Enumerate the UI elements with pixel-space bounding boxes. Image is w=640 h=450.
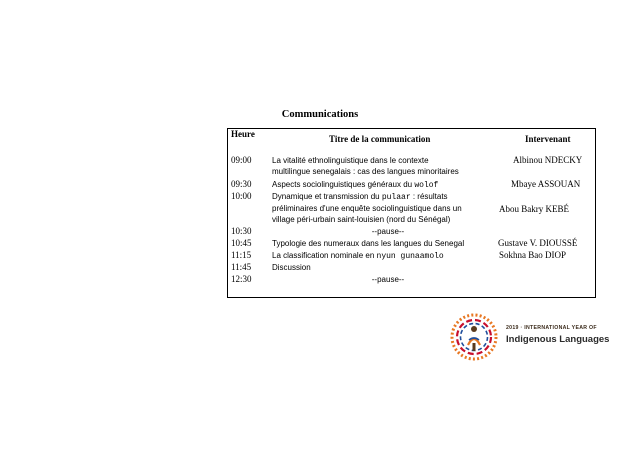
iyil-emblem-icon <box>450 313 498 361</box>
column-header-title: Titre de la communication <box>329 134 431 144</box>
title-line: Typologie des numeraux dans les langues du Senegal <box>272 239 465 248</box>
title-line <box>272 179 504 191</box>
row-time: 10:00 <box>231 191 252 201</box>
title-line: Discussion <box>272 263 311 272</box>
row-time: 09:00 <box>231 155 252 165</box>
column-header-time: Heure <box>231 129 255 139</box>
pause-label: --pause-- <box>371 275 405 284</box>
title-text: Aspects sociolinguistiques généraux du <box>272 180 415 189</box>
row-speaker: Sokhna Bao DIOP <box>499 250 566 260</box>
logo-top-line: 2019 · INTERNATIONAL YEAR OF <box>506 325 597 331</box>
title-line <box>272 250 504 262</box>
row-time: 10:45 <box>231 238 252 248</box>
row-speaker: Gustave V. DIOUSSÉ <box>498 238 578 248</box>
pause-label: --pause-- <box>371 227 405 236</box>
row-title <box>272 238 504 249</box>
row-speaker: Abou Bakry KEBÉ <box>499 204 569 214</box>
row-time: 10:30 <box>231 226 252 236</box>
row-title <box>272 274 504 285</box>
title-line: village péri-urbain saint-louisien (nord du Sénégal) <box>272 215 451 224</box>
language-term: pulaar <box>381 193 411 202</box>
row-title <box>272 155 504 177</box>
row-title <box>272 226 504 237</box>
page-heading: Communications <box>281 109 359 120</box>
row-speaker: Albinou NDECKY <box>513 155 583 165</box>
row-title <box>272 191 504 225</box>
row-time: 11:45 <box>231 262 252 272</box>
language-term: nyun gunaamolo <box>376 252 444 261</box>
language-term: wolof <box>414 181 439 190</box>
row-time: 11:15 <box>231 250 252 260</box>
title-line: multilingue senegalais : cas des langues minoritaires <box>272 167 459 176</box>
row-title <box>272 262 504 273</box>
row-time: 09:30 <box>231 179 252 189</box>
emblem-outer-dots <box>452 315 496 359</box>
title-text: : résultats <box>410 192 448 201</box>
title-line: préliminaires d'une enquête sociolinguistique dans un <box>272 204 462 213</box>
title-text: La classification nominale en <box>272 251 377 260</box>
title-line <box>272 191 504 203</box>
row-speaker: Mbaye ASSOUAN <box>511 179 581 189</box>
title-line: La vitalité ethnolinguistique dans le contexte <box>272 156 429 165</box>
program-table <box>227 128 596 298</box>
row-time: 12:30 <box>231 274 252 284</box>
row-title <box>272 179 504 191</box>
iyil-2019-logo <box>450 313 620 363</box>
column-header-speaker: Intervenant <box>525 134 571 144</box>
logo-main-line: Indigenous Languages <box>506 334 610 345</box>
title-text: Dynamique et transmission du <box>272 192 382 201</box>
row-title <box>272 250 504 262</box>
